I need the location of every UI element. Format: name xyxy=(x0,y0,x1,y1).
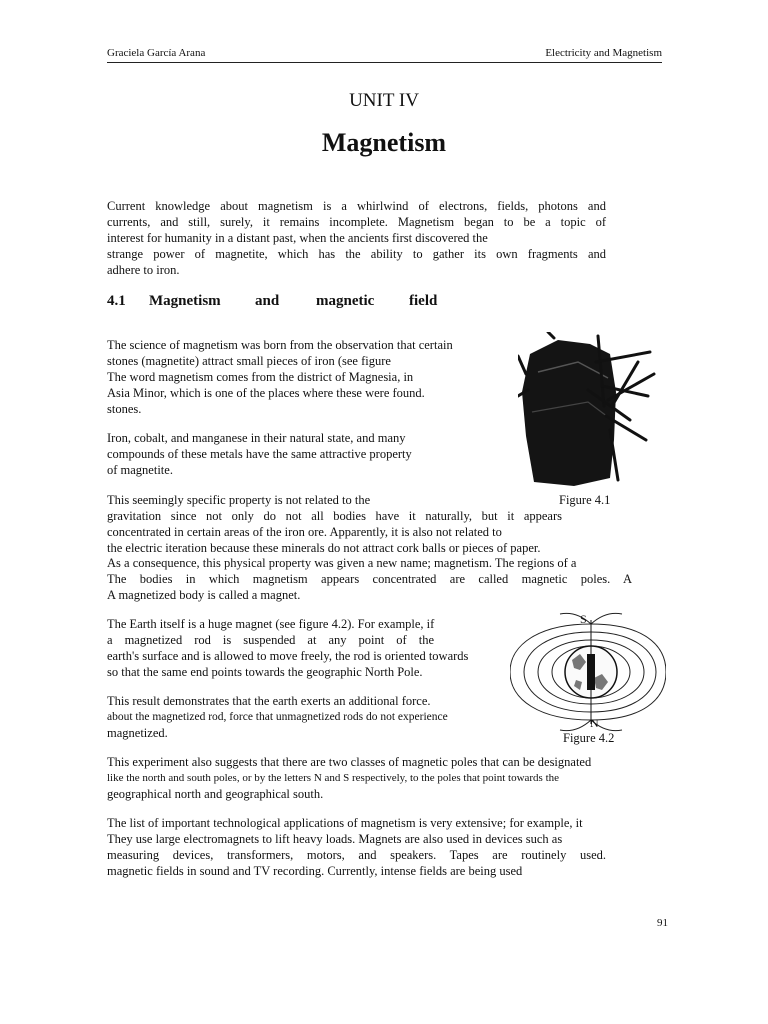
body-line: This experiment also suggests that there are two classes of magnetic poles that can be designated xyxy=(107,755,592,769)
body-line: magnetized. xyxy=(107,726,168,740)
earth-magnetic-field-figure xyxy=(510,610,666,735)
body-line: Asia Minor, which is one of the places where these were found. xyxy=(107,386,425,400)
running-header xyxy=(107,47,662,63)
body-line: about the magnetized rod, force that unmagnetized rods do not experience xyxy=(107,711,448,723)
body-line: a magnetized rod is suspended at any point of the xyxy=(107,633,434,647)
section-heading xyxy=(107,293,437,310)
header-author: Graciela García Arana xyxy=(107,47,206,59)
header-subject: Electricity and Magnetism xyxy=(545,47,662,59)
body-line: As a consequence, this physical property was given a new name; magnetism. The regions of a xyxy=(107,556,577,570)
intro-line: Current knowledge about magnetism is a whirlwind of electrons, fields, photons and xyxy=(107,199,606,213)
page-number: 91 xyxy=(657,917,668,929)
body-line: The list of important technological applications of magnetism is very extensive; for example, it xyxy=(107,816,583,830)
chapter-title: Magnetism xyxy=(321,128,447,157)
body-line: A magnetized body is called a magnet. xyxy=(107,588,301,602)
body-line: This result demonstrates that the earth exerts an additional force. xyxy=(107,694,431,708)
body-line: concentrated in certain areas of the iron ore. Apparently, it is also not related to xyxy=(107,525,502,539)
body-line: gravitation since not only do not all bodies have it naturally, but it appears xyxy=(107,509,562,523)
body-line: like the north and south poles, or by the letters N and S respectively, to the poles that point towards the xyxy=(107,772,560,784)
body-line: earth's surface and is allowed to move freely, the rod is oriented towards xyxy=(107,649,469,663)
body-line: measuring devices, transformers, motors, and speakers. Tapes are routinely used. xyxy=(107,848,606,862)
intro-line: interest for humanity in a distant past, when the ancients first discovered the xyxy=(107,231,488,245)
figure-caption: Figure 4.1 xyxy=(559,493,611,507)
pole-label-south: S xyxy=(580,612,587,626)
unit-label: UNIT IV xyxy=(349,90,419,111)
body-line: compounds of these metals have the same attractive property xyxy=(107,447,412,461)
section-word: Magnetism xyxy=(149,293,221,309)
section-word: and xyxy=(255,293,280,309)
body-line: The word magnetism comes from the district of Magnesia, in xyxy=(107,370,414,384)
body-line: of magnetite. xyxy=(107,463,173,477)
pole-label-north: N xyxy=(590,716,599,730)
body-line: magnetic fields in sound and TV recording. Currently, intense fields are being used xyxy=(107,864,523,878)
body-line: The science of magnetism was born from the observation that certain xyxy=(107,338,453,352)
body-line: so that the same end points towards the geographic North Pole. xyxy=(107,665,423,679)
intro-line: adhere to iron. xyxy=(107,263,180,277)
section-word: magnetic xyxy=(316,293,375,309)
body-line: the electric iteration because these minerals do not attract cork balls or pieces of paper. xyxy=(107,541,541,555)
body-line: Iron, cobalt, and manganese in their natural state, and many xyxy=(107,431,406,445)
intro-line: currents, and still, surely, it remains incomplete. Magnetism began to be a topic of xyxy=(107,215,606,229)
body-line: The bodies in which magnetism appears concentrated are called magnetic poles. A xyxy=(107,572,632,586)
magnetite-figure xyxy=(518,332,658,494)
body-line: geographical north and geographical south. xyxy=(107,787,324,801)
body-line: stones (magnetite) attract small pieces of iron (see figure xyxy=(107,354,391,368)
body-line: This seemingly specific property is not related to the xyxy=(107,493,371,507)
section-word: field xyxy=(409,293,438,309)
body-line: stones. xyxy=(107,402,142,416)
intro-line: strange power of magnetite, which has the ability to gather its own fragments and xyxy=(107,247,606,261)
section-number: 4.1 xyxy=(107,293,126,309)
figure-caption: Figure 4.2 xyxy=(563,731,615,745)
body-line: The Earth itself is a huge magnet (see figure 4.2). For example, if xyxy=(107,617,435,631)
body-line: They use large electromagnets to lift heavy loads. Magnets are also used in devices such as xyxy=(107,832,563,846)
